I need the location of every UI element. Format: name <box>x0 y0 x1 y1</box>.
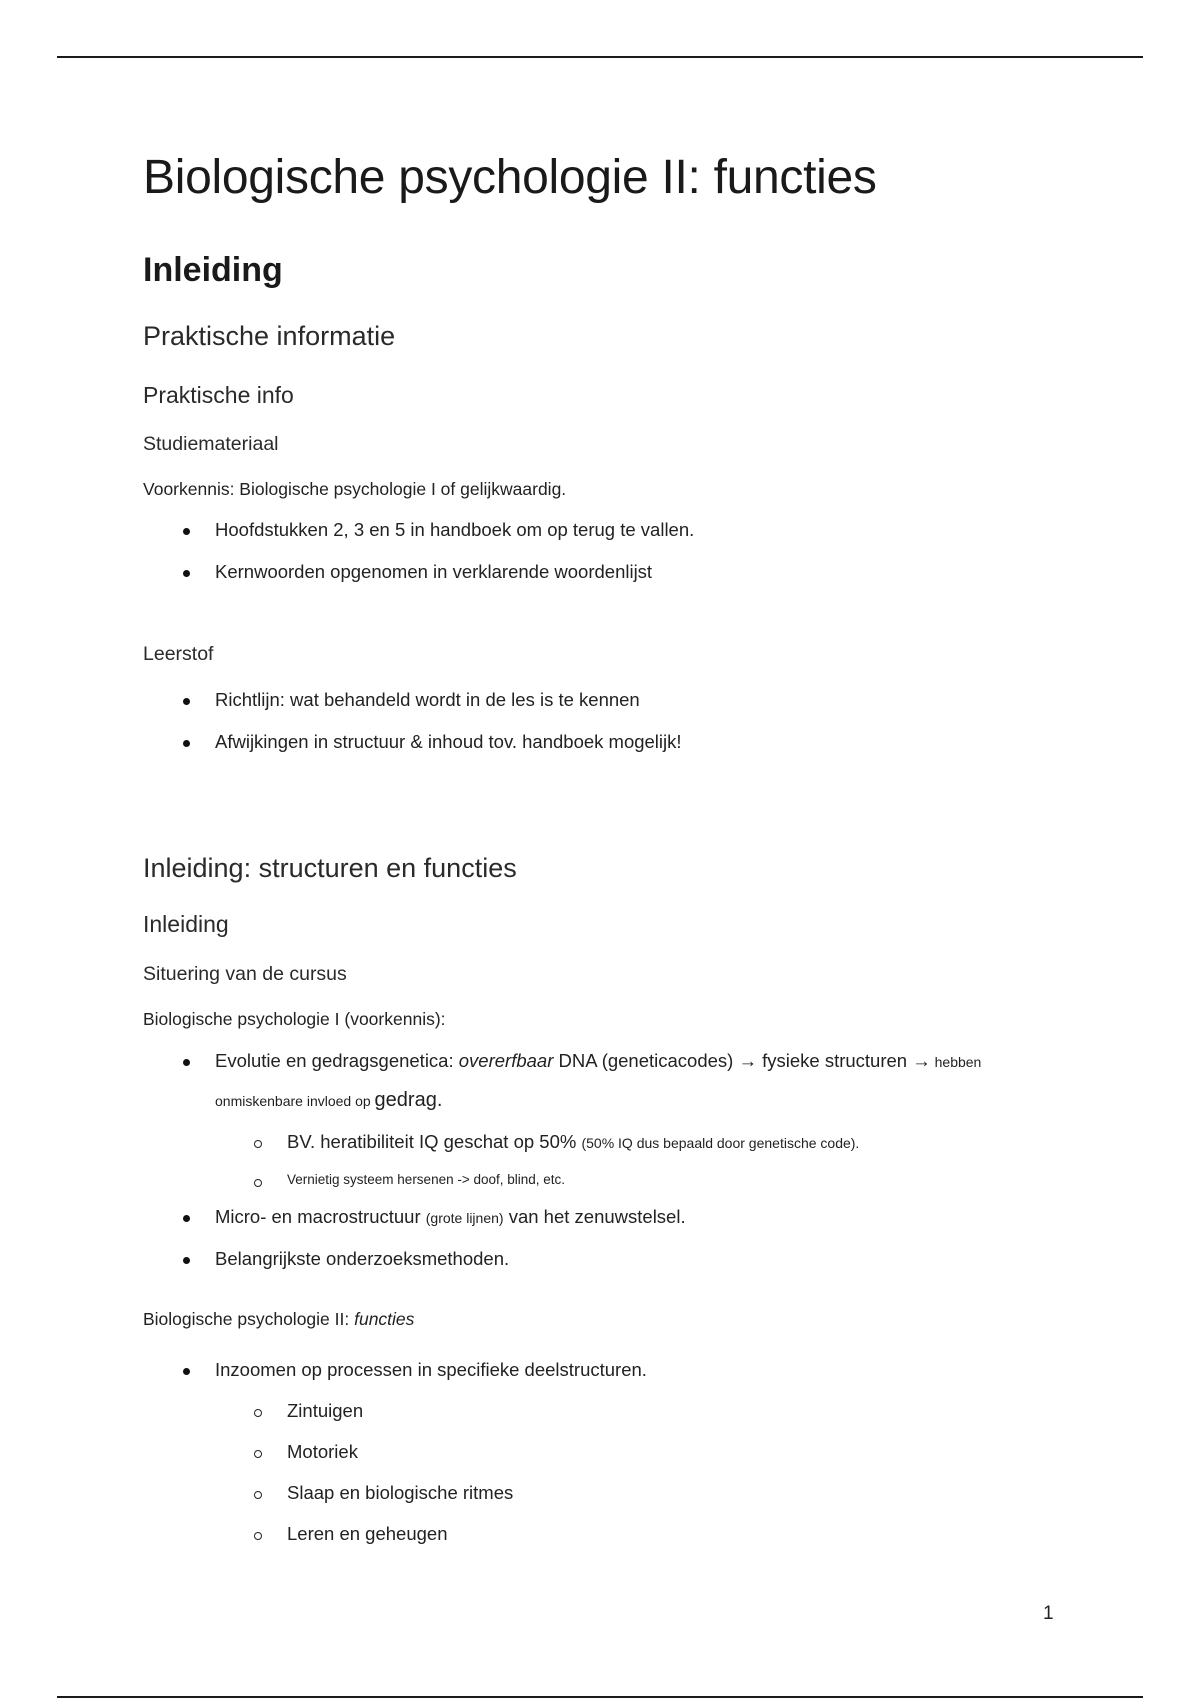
text-segment: gedrag. <box>374 1089 443 1111</box>
heading-praktische-info: Praktische info <box>143 382 294 408</box>
heading-structuren-en-functies: Inleiding: structuren en functies <box>143 853 517 883</box>
heading-inleiding-sub: Inleiding <box>143 911 229 937</box>
small-text: hebben <box>930 1054 982 1070</box>
heading-inleiding: Inleiding <box>143 251 283 289</box>
bullet-icon <box>183 1215 190 1222</box>
arrow-icon: → <box>738 1050 757 1071</box>
text-segment: Micro- en macrostructuur <box>215 1206 426 1227</box>
list-item-text: Richtlijn: wat behandeld wordt in de les is te kennen <box>215 689 640 710</box>
list-item-text: Motoriek <box>287 1441 358 1462</box>
document-title: Biologische psychologie II: functies <box>143 151 877 204</box>
text-segment: fysieke structuren <box>756 1050 913 1071</box>
page-number: 1 <box>1043 1603 1054 1624</box>
functies-paragraph <box>143 1309 414 1330</box>
circle-bullet-icon <box>254 1491 262 1499</box>
bullet-icon <box>183 1059 190 1066</box>
list-item-text: Slaap en biologische ritmes <box>287 1482 514 1503</box>
small-text: (grote lijnen) <box>425 1210 504 1226</box>
italic-text: functies <box>354 1309 415 1329</box>
text-segment: BV. heratibiliteit IQ geschat op 50% <box>287 1131 582 1152</box>
list-item-continuation <box>215 1089 442 1112</box>
bullet-icon <box>183 1257 190 1264</box>
circle-bullet-icon <box>254 1450 262 1458</box>
list-item-text <box>215 1206 686 1228</box>
list-item-text: Belangrijkste onderzoeksmethoden. <box>215 1248 510 1269</box>
bullet-icon <box>183 570 190 577</box>
bullet-icon <box>183 740 190 747</box>
list-item-text: Leren en geheugen <box>287 1523 448 1544</box>
list-item-text: Kernwoorden opgenomen in verklarende woordenlijst <box>215 561 653 582</box>
italic-text: overerfbaar <box>458 1050 554 1071</box>
bullet-icon <box>183 528 190 535</box>
heading-situering: Situering van de cursus <box>143 963 347 985</box>
text-segment: Biologische psychologie II: <box>143 1309 355 1329</box>
heading-studiemateriaal: Studiemateriaal <box>143 433 279 455</box>
circle-bullet-icon <box>254 1179 262 1187</box>
text-segment: van het zenuwstelsel. <box>503 1206 686 1227</box>
list-item-text: Vernietig systeem hersenen -> doof, blind, etc. <box>287 1172 566 1187</box>
heading-leerstof: Leerstof <box>143 643 214 665</box>
voorkennis-bp1-paragraph: Biologische psychologie I (voorkennis): <box>143 1009 446 1029</box>
list-item-text: Inzoomen op processen in specifieke deelstructuren. <box>215 1359 647 1380</box>
list-item-text: Afwijkingen in structuur & inhoud tov. handboek mogelijk! <box>215 731 682 752</box>
list-item-text: Hoofdstukken 2, 3 en 5 in handboek om op terug te vallen. <box>215 519 695 540</box>
list-item-text: Zintuigen <box>287 1400 364 1421</box>
list-item-text <box>215 1050 981 1072</box>
text-segment: DNA (geneticacodes) <box>553 1050 739 1071</box>
circle-bullet-icon <box>254 1532 262 1540</box>
bullet-icon <box>183 1368 190 1375</box>
voorkennis-paragraph: Voorkennis: Biologische psychologie I of gelijkwaardig. <box>143 479 567 499</box>
small-text: (50% IQ dus bepaald door genetische code). <box>581 1135 860 1151</box>
text-segment: Evolutie en gedragsgenetica: <box>215 1050 459 1071</box>
circle-bullet-icon <box>254 1140 262 1148</box>
header-rule <box>57 56 1143 58</box>
arrow-icon: → <box>912 1050 931 1071</box>
footer-rule <box>57 1696 1143 1698</box>
circle-bullet-icon <box>254 1409 262 1417</box>
heading-praktische-informatie: Praktische informatie <box>143 321 396 351</box>
list-item-text <box>287 1131 859 1153</box>
small-text: onmiskenbare invloed op <box>215 1093 375 1109</box>
bullet-icon <box>183 698 190 705</box>
